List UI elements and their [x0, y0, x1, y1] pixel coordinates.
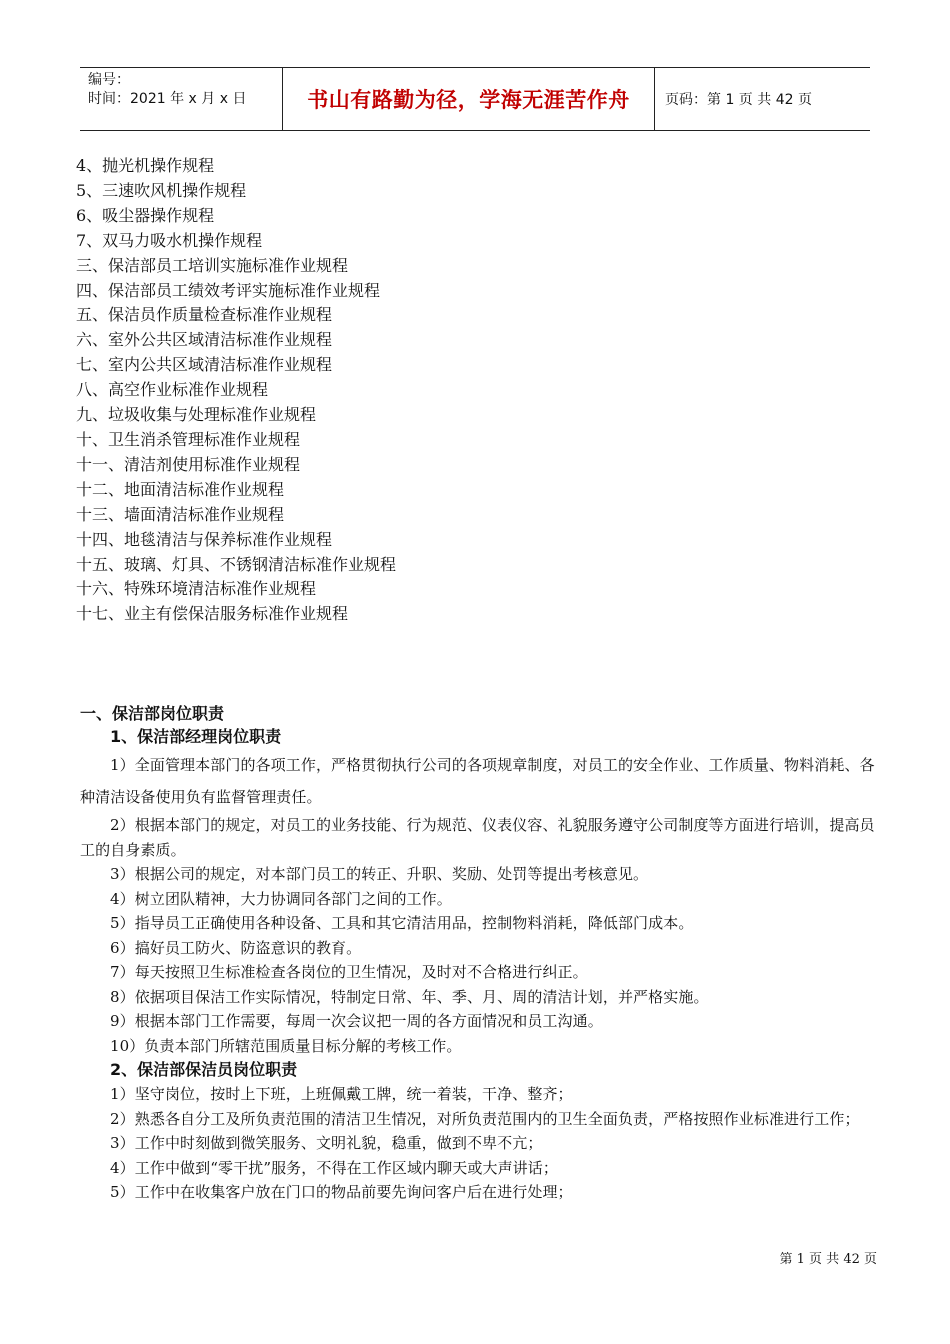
document-time-label: 时间：2021 年 x 月 x 日: [88, 91, 247, 107]
subsection-title-manager: 1、保洁部经理岗位职责: [110, 727, 282, 746]
toc-item: 5、三速吹风机操作规程: [76, 180, 247, 200]
toc-item: 九、垃圾收集与处理标准作业规程: [76, 405, 317, 425]
duty-paragraph: 2）根据本部门的规定，对员工的业务技能、行为规范、仪表仪容、礼貌服务遵守公司制度等方面进行培训，提高员工的自身素质。: [80, 816, 875, 859]
duty-paragraph: 1）全面管理本部门的各项工作，严格贯彻执行公司的各项规章制度，对员工的安全作业、工作质量、物料消耗、各种清洁设备使用负有监督管理责任。: [80, 756, 875, 806]
duty-paragraph: 4）工作中做到“零干扰”服务，不得在工作区域内聊天或大声讲话；: [110, 1158, 558, 1177]
page-footer: 第 1 页 共 42 页: [779, 1252, 877, 1267]
toc-item: 十一、清洁剂使用标准作业规程: [76, 454, 301, 474]
toc-item: 6、吸尘器操作规程: [76, 205, 215, 225]
toc-item: 十六、特殊环境清洁标准作业规程: [76, 579, 317, 599]
header-meta: [80, 68, 282, 130]
duty-paragraph: 5）工作中在收集客户放在门口的物品前要先询问客户后在进行处理；: [110, 1183, 573, 1201]
section-body: [80, 703, 880, 1205]
page-header: [80, 67, 870, 131]
toc-item: 十四、地毯清洁与保养标准作业规程: [76, 529, 333, 549]
header-motto: 书山有路勤为径，学海无涯苦作舟: [282, 68, 655, 130]
section-title: 一、保洁部岗位职责: [80, 704, 225, 723]
table-of-contents: [76, 154, 396, 627]
toc-item: 十二、地面清洁标准作业规程: [76, 479, 285, 499]
toc-item: 4、抛光机操作规程: [76, 156, 215, 175]
duty-paragraph: 4）树立团队精神，大力协调同各部门之间的工作。: [110, 889, 452, 908]
duty-paragraph: 3）工作中时刻做到微笑服务、文明礼貌，稳重，做到不卑不亢；: [110, 1134, 543, 1152]
toc-item: 四、保洁部员工绩效考评实施标准作业规程: [76, 280, 381, 300]
toc-item: 十五、玻璃、灯具、不锈钢清洁标准作业规程: [76, 554, 397, 574]
subsection-title-cleaner: 2、保洁部保洁员岗位职责: [110, 1060, 298, 1079]
header-page-info: 页码：第 1 页 共 42 页: [665, 92, 812, 108]
toc-item: 7、双马力吸水机操作规程: [76, 230, 263, 250]
toc-item: 十七、业主有偿保洁服务标准作业规程: [76, 604, 349, 624]
toc-item: 五、保洁员作质量检查标准作业规程: [76, 305, 333, 325]
duty-paragraph: 9）根据本部门工作需要，每周一次会议把一周的各方面情况和员工沟通。: [110, 1012, 603, 1030]
toc-item: 七、室内公共区域清洁标准作业规程: [76, 355, 333, 375]
duty-paragraph: 8）依据项目保洁工作实际情况，特制定日常、年、季、月、周的清洁计划，并严格实施。: [110, 987, 709, 1006]
document-number-label: 编号：: [88, 72, 130, 88]
toc-item: 三、保洁部员工培训实施标准作业规程: [76, 255, 349, 275]
toc-item: 十三、墙面清洁标准作业规程: [76, 504, 285, 524]
toc-item: 十、卫生消杀管理标准作业规程: [76, 429, 301, 449]
toc-item: 六、室外公共区域清洁标准作业规程: [76, 330, 333, 350]
duty-paragraph: 6）搞好员工防火、防盗意识的教育。: [110, 938, 362, 957]
duty-paragraph: 5）指导员工正确使用各种设备、工具和其它清洁用品，控制物料消耗，降低部门成本。: [110, 914, 694, 932]
duty-paragraph: 10）负责本部门所辖范围质量目标分解的考核工作。: [110, 1036, 462, 1055]
duty-paragraph: 1）坚守岗位，按时上下班，上班佩戴工牌，统一着装，干净、整齐；: [110, 1085, 573, 1103]
duty-paragraph: 2）熟悉各自分工及所负责范围的清洁卫生情况，对所负责范围内的卫生全面负责，严格按照作业标准进行工作；: [110, 1109, 860, 1128]
duty-paragraph: 3）根据公司的规定，对本部门员工的转正、升职、奖励、处罚等提出考核意见。: [110, 865, 649, 883]
duty-paragraph: 7）每天按照卫生标准检查各岗位的卫生情况，及时对不合格进行纠正。: [110, 963, 588, 981]
toc-item: 八、高空作业标准作业规程: [76, 380, 269, 400]
